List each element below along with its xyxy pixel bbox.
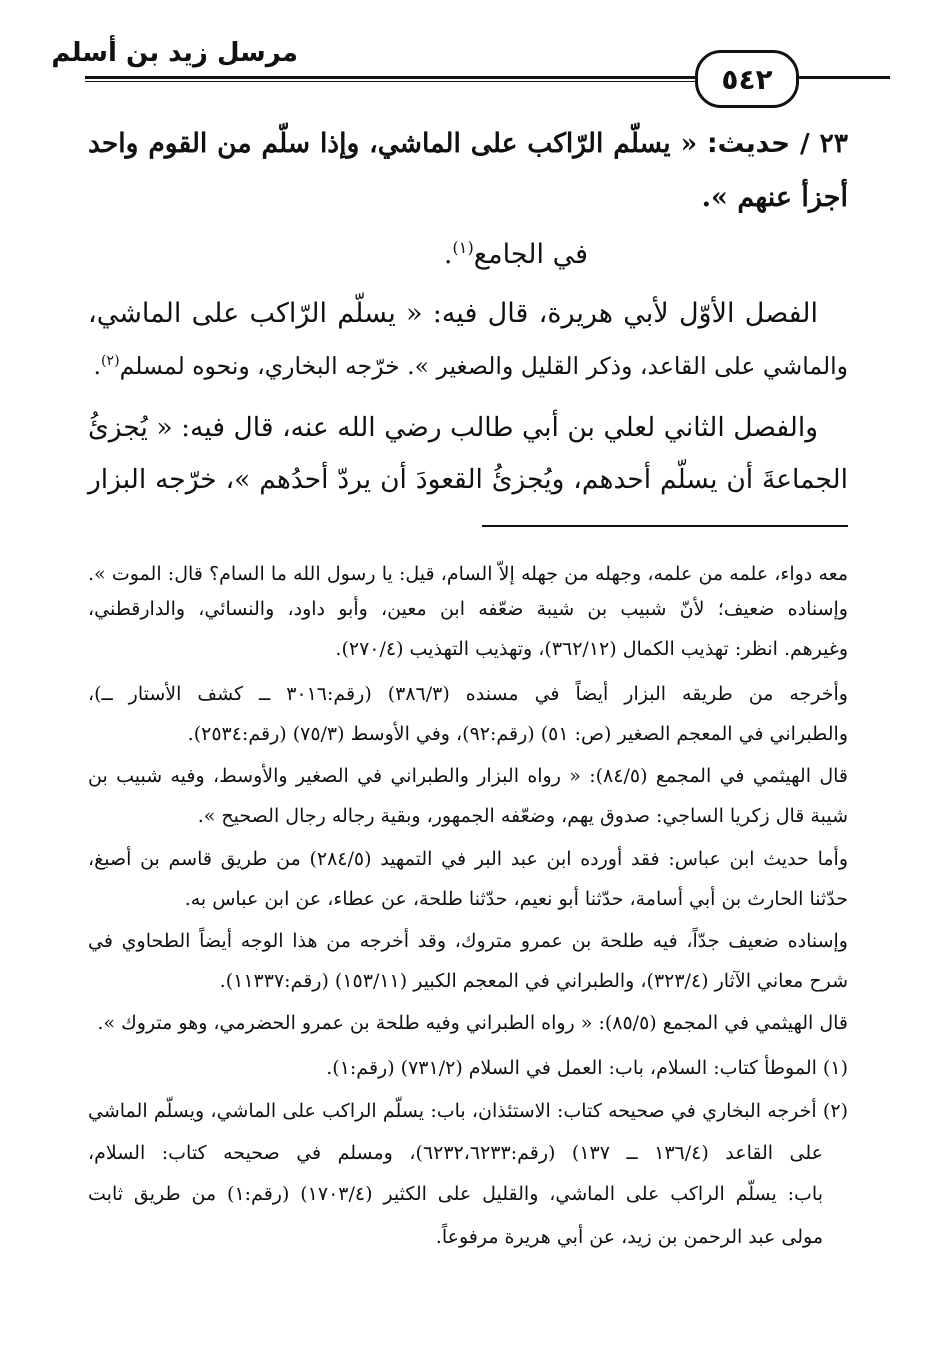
note-line <box>88 1012 848 1034</box>
note-text: (١) الموطأ كتاب: السلام، باب: العمل في السلام (٧٣١/٢) (رقم:١). <box>326 1057 848 1079</box>
note-text: حدّثنا الحارث بن أبي أسامة، حدّثنا أبو نعيم، حدّثنا طلحة، عن عطاء، عن ابن عباس به. <box>184 888 848 910</box>
note-line <box>88 888 848 910</box>
note-text: قال الهيثمي في المجمع (٨٥/٥): « رواه الطبراني وفيه طلحة بن عمرو الحضرمي، وهو متروك ». <box>97 1012 848 1034</box>
footnote-2-line <box>88 1183 823 1205</box>
note-text: على القاعد (١٣٦/٤ ــ ١٣٧) (رقم:٦٢٣٢،٦٢٣٣)، ومسلم في صحيحه كتاب: السلام، <box>88 1142 824 1164</box>
note-line <box>88 638 848 660</box>
note-line <box>88 805 848 827</box>
note-text: وأخرجه من طريقه البزار أيضاً في مسنده (٣٨٦/٣) (رقم:٣٠١٦ ــ كشف الأستار ــ)، <box>88 683 848 705</box>
note-text: معه دواء، علمه من علمه، وجهله من جهله إلاّ السام، قيل: يا رسول الله ما السام؟ قال: الموت ». <box>88 563 848 585</box>
source-end: . <box>443 239 453 270</box>
note-text: شرح معاني الآثار (٣٢٣/٤)، والطبراني في المعجم الكبير (١٥٣/١١) (رقم:١١٣٣٧). <box>219 970 848 992</box>
running-title: مرسل زيد بن أسلم <box>51 38 298 68</box>
note-line <box>88 848 848 870</box>
para1-text-1: الفصل الأوّل لأبي هريرة، قال فيه: « يسلّم الرّاكب على الماشي، <box>88 298 818 329</box>
note-line <box>88 930 848 952</box>
para2-text-2: الجماعةَ أن يسلّم أحدهم، ويُجزئُ القعودَ أن يردّ أحدُهم »، خرّجه البزار <box>88 464 848 495</box>
note-text: مولى عبد الرحمن بن زيد، عن أبي هريرة مرفوعاً. <box>435 1226 823 1248</box>
footnotes <box>88 0 848 1363</box>
note-text: وإسناده ضعيف جدّاً، فيه طلحة بن عمرو متروك، وقد أخرجه من هذا الوجه أيضاً الطحاوي في <box>88 930 848 952</box>
note-text: (٢) أخرجه البخاري في صحيحه كتاب: الاستئذان، باب: يسلّم الراكب على الماشي، ويسلّم الماشي <box>88 1100 848 1122</box>
footnote-2-line <box>88 1226 823 1248</box>
note-line <box>88 970 848 992</box>
note-line <box>88 723 848 745</box>
hadith-text-2: أجزأ عنهم ». <box>701 182 848 213</box>
footnote-ref-1: (١) <box>452 238 474 257</box>
footnote-ref-2: (٢) <box>101 353 120 370</box>
note-line <box>88 683 848 705</box>
note-text: شيبة قال زكريا الساجي: صدوق يهم، وضعّفه الجمهور، وبقية رجاله رجال الصحيح ». <box>197 805 848 827</box>
note-text: وإسناده ضعيف؛ لأنّ شبيب بن شيبة ضعّفه ابن معين، وأبو داود، والنسائي، والدارقطني، <box>88 598 848 620</box>
para1-end: . <box>93 352 102 380</box>
hadith-text-1: « يسلّم الرّاكب على الماشي، وإذا سلّم من القوم واحد <box>88 128 698 159</box>
note-text: وأما حديث ابن عباس: فقد أورده ابن عبد البر في التمهيد (٢٨٤/٥) من طريق قاسم بن أصبغ، <box>88 848 848 870</box>
page-number: ٥٤٢ <box>721 62 773 96</box>
note-line <box>88 765 848 787</box>
note-text: باب: يسلّم الراكب على الماشي، والقليل على الكثير (١٧٠٣/٤) (رقم:١) من طريق ثابت <box>88 1183 824 1205</box>
note-text: والطبراني في المعجم الصغير (ص: ٥١) (رقم:٩٢)، وفي الأوسط (٧٥/٣) (رقم:٢٥٣٤). <box>187 723 848 745</box>
note-line <box>88 598 848 620</box>
note-text: وغيرهم. انظر: تهذيب الكمال (٣٦٢/١٢)، وتهذيب التهذيب (٢٧٠/٤). <box>335 638 848 660</box>
hadith-number: ٢٣ / <box>799 128 849 159</box>
note-line <box>88 563 848 585</box>
footnote-2-line <box>88 1100 848 1122</box>
para2-text-1: والفصل الثاني لعلي بن أبي طالب رضي الله عنه، قال فيه: « يُجزئُ <box>88 412 818 443</box>
footnote-1 <box>88 1057 848 1079</box>
para1-text-2: والماشي على القاعد، وذكر القليل والصغير ». خرّجه البخاري، ونحوه لمسلم <box>119 352 848 380</box>
note-text: قال الهيثمي في المجمع (٨٤/٥): « رواه البزار والطبراني في الصغير والأوسط، وفيه شبيب بن <box>88 765 848 787</box>
footnote-2-line <box>88 1142 823 1164</box>
source-text: في الجامع <box>473 239 588 270</box>
hadith-label: حديث: <box>707 128 791 159</box>
